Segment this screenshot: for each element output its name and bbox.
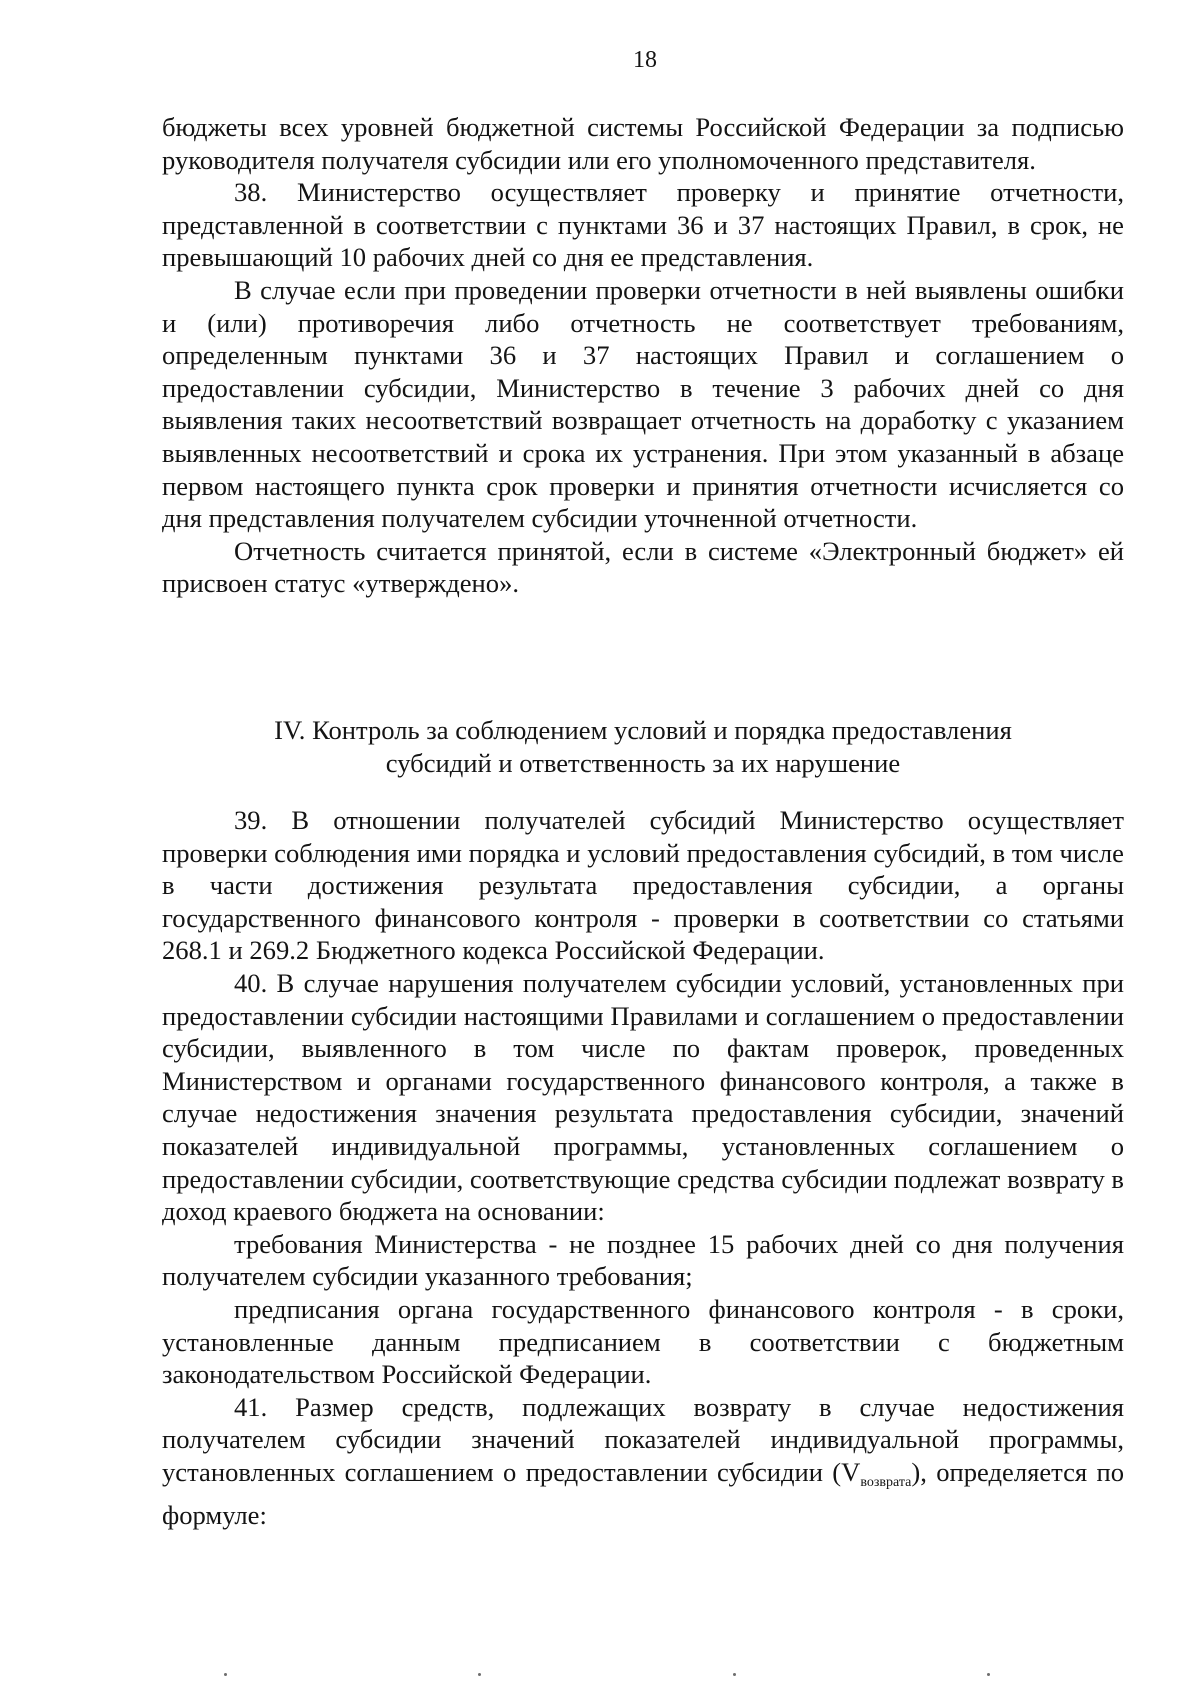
paragraph-41-tail: ), определяется по формуле:: [162, 1456, 1124, 1531]
section-heading-line-2: субсидий и ответственность за их нарушение: [385, 747, 901, 778]
section-heading: [162, 714, 1124, 779]
paragraph-38-accepted: Отчетность считается принятой, если в системе «Электронный бюджет» ей присвоен статус «утверждено».: [162, 535, 1124, 599]
page-number: 18: [633, 47, 657, 73]
paragraph-budget-continuation: бюджеты всех уровней бюджетной системы Российской Федерации за подписью руководителя получателя субсидии или его уполномоченного представителя.: [162, 112, 1124, 175]
text-block-lower: [162, 804, 1124, 1532]
paragraph-41-text: 41. Размер средств, подлежащих возврату в случае недостижения получателем субсидии значений показателей индивидуальной программы, установленных соглашением о предоставлении субсидии (V: [162, 1391, 1124, 1487]
paragraph-40-prescription: предписания органа государственного финансового контроля - в сроки, установленные данным предписанием в соответствии с бюджетным законодательством Российской Федерации.: [162, 1293, 1124, 1390]
scan-dot: [987, 1673, 990, 1676]
paragraph-40: 40. В случае нарушения получателем субсидии условий, установленных при предоставлении субсидии настоящими Правилами и соглашением о предоставлении субсидии, выявленного в том числе по фактам проверок, проведенных Министерством и органами государственного финансового контроля, а также в случае недостижения значения результата предоставления субсидии, значений показателей индивидуальной программы, установленных соглашением о предоставлении субсидии, соответствующие средства субсидии подлежат возврату в доход краевого бюджета на основании:: [162, 967, 1124, 1227]
paragraph-41-subscript: возврата: [860, 1474, 912, 1490]
text-block-upper: [162, 111, 1124, 600]
scan-dot: [733, 1673, 736, 1676]
scan-dot: [478, 1673, 481, 1676]
paragraph-40-requirement: требования Министерства - не позднее 15 рабочих дней со дня получения получателем субсидии указанного требования;: [162, 1228, 1124, 1292]
paragraph-41: [162, 1391, 1124, 1532]
scan-dot: [224, 1673, 227, 1676]
section-heading-line-1: IV. Контроль за соблюдением условий и порядка предоставления: [274, 715, 1012, 745]
paragraph-39: 39. В отношении получателей субсидий Министерство осуществляет проверки соблюдения ими порядка и условий предоставления субсидий, в том числе в части достижения результата предоставления субсидии, а органы государственного финансового контроля - проверки в соответствии со статьями 268.1 и 269.2 Бюджетного кодекса Российской Федерации.: [162, 805, 1124, 966]
paragraph-38: 38. Министерство осуществляет проверку и принятие отчетности, представленной в соответствии с пунктами 36 и 37 настоящих Правил, в срок, не превышающий 10 рабочих дней со дня ее представления.: [162, 177, 1124, 273]
paragraph-38-errors: В случае если при проведении проверки отчетности в ней выявлены ошибки и (или) противоречия либо отчетность не соответствует требованиям, определенным пунктами 36 и 37 настоящих Правил и соглашением о предоставлении субсидии, Министерство в течение 3 рабочих дней со дня выявления таких несоответствий возвращает отчетность на доработку с указанием выявленных несоответствий и срока их устранения. При этом указанный в абзаце первом настоящего пункта срок проверки и принятия отчетности исчисляется со дня представления получателем субсидии уточненной отчетности.: [162, 274, 1124, 534]
